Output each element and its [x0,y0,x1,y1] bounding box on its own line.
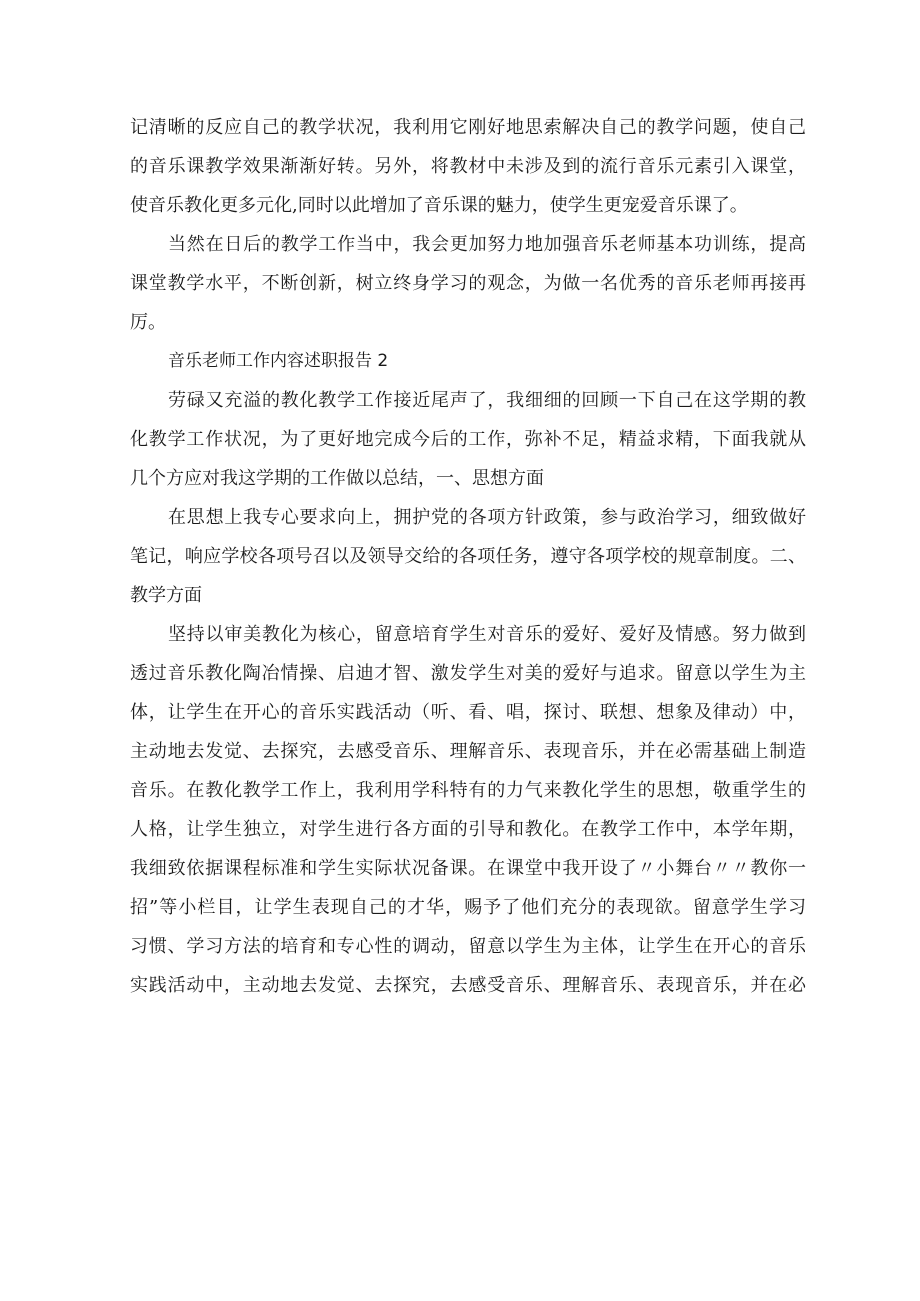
text-line: 几个方应对我这学期的工作做以总结，一、思想方面 [130,468,544,489]
text-line: 音乐。在教化教学工作上，我利用学科特有的力气来教化学生的思想，敬重学生的 [130,780,806,801]
paragraph [130,381,806,498]
text-line: 化教学工作状况，为了更好地完成今后的工作，弥补不足，精益求精，下面我就从 [130,429,806,450]
text-line: 使音乐教化更多元化,同时以此增加了音乐课的魅力，使学生更宠爱音乐课了。 [130,195,748,216]
text-line: 在思想上我专心要求向上，拥护党的各项方针政策，参与政治学习，细致做好 [168,507,806,528]
text-line: 教学方面 [130,585,202,606]
paragraph [130,108,806,225]
text-line: 当然在日后的教学工作当中，我会更加努力地加强音乐老师基本功训练，提高 [168,234,806,255]
text-line: 劳碌又充溢的教化教学工作接近尾声了，我细细的回顾一下自己在这学期的教 [168,390,806,411]
text-line: 坚持以审美教化为核心，留意培育学生对音乐的爱好、爱好及情感。努力做到 [168,624,806,645]
text-line: 笔记，响应学校各项号召以及领导交给的各项任务，遵守各项学校的规章制度。二、 [130,546,806,567]
text-line: 透过音乐教化陶冶情操、启迪才智、激发学生对美的爱好与追求。留意以学生为主 [130,663,806,684]
text-line: 我细致依据课程标准和学生实际状况备课。在课堂中我开设了〃小舞台〃〃教你一 [130,858,806,879]
section-heading [130,342,806,381]
text-line: 习惯、学习方法的培育和专心性的调动，留意以学生为主体，让学生在开心的音乐 [130,936,806,957]
paragraph [130,615,806,1005]
text-line: 主动地去发觉、去探究，去感受音乐、理解音乐、表现音乐，并在必需基础上制造 [130,741,806,762]
paragraph [130,225,806,342]
text-line: 招”等小栏目，让学生表现自己的才华，赐予了他们充分的表现欲。留意学生学习 [130,897,806,918]
document-body [130,108,806,1005]
text-line: 的音乐课教学效果渐渐好转。另外，将教材中未涉及到的流行音乐元素引入课堂， [130,156,806,177]
text-line: 课堂教学水平，不断创新，树立终身学习的观念，为做一名优秀的音乐老师再接再 [130,273,806,294]
text-line: 厉。 [130,312,166,333]
heading-text: 音乐老师工作内容述职报告 2 [168,351,389,371]
text-line: 体，让学生在开心的音乐实践活动（听、看、唱，探讨、联想、想象及律动）中， [130,702,806,723]
text-line: 实践活动中，主动地去发觉、去探究，去感受音乐、理解音乐、表现音乐，并在必 [130,975,806,996]
text-line: 人格，让学生独立，对学生进行各方面的引导和教化。在教学工作中，本学年期， [130,819,806,840]
text-line: 记清晰的反应自己的教学状况，我利用它刚好地思索解决自己的教学问题，使自己 [130,117,806,138]
paragraph [130,498,806,615]
